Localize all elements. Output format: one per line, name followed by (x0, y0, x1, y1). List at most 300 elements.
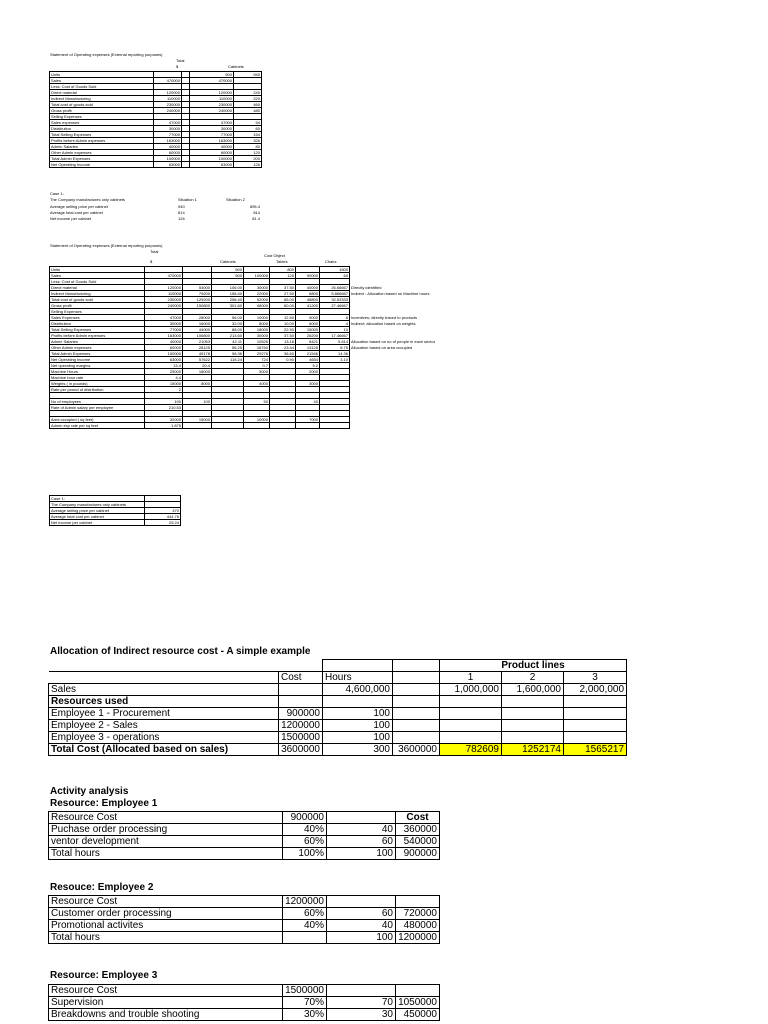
stmt2-gap (320, 423, 350, 429)
stmt2-value: 28125 (183, 345, 212, 351)
stmt1-cabinets-total: 63000 (190, 162, 234, 168)
stmt1-cabinets: Cabinets (228, 64, 244, 69)
stmt1-label: Units (50, 72, 154, 78)
stmt2-extra-value: 15000 (145, 381, 183, 387)
stmt2-value: 8000 (244, 321, 270, 327)
stmt2-value: 77000 (145, 327, 183, 333)
stmt2-value: 48800 (296, 297, 320, 303)
stmt2-value: 40000 (296, 285, 320, 291)
stmt1-cabinets-unit: 460 (234, 102, 262, 108)
stmt2-label: Total Selling Expenses (50, 327, 145, 333)
stmt2-value: 129200 (183, 297, 212, 303)
stmt2-value: 240000 (145, 303, 183, 309)
total-cost-value: 3600000 (279, 744, 323, 756)
stmt2-value: 8.75 (320, 345, 350, 351)
stmt2-label: Admin Salaries (50, 339, 145, 345)
stmt2-value: 15000 (296, 327, 320, 333)
stmt2-value: 18750 (244, 345, 270, 351)
emp1-cost: 540000 (396, 836, 440, 848)
employee-2-hours: 100 (323, 720, 393, 732)
emp1-label: Puchase order processing (49, 824, 283, 836)
stmt2-value: 28000 (183, 315, 212, 321)
activity-heading: Activity analysis (50, 786, 129, 797)
stmt2-extra-value (270, 423, 296, 429)
emp2-title: Resouce: Employee 2 (50, 882, 154, 893)
stmt1-total: 110000 (154, 96, 182, 102)
total-allocated-value: 3600000 (393, 744, 440, 756)
stmt2-extra-value: 15000 (183, 417, 212, 423)
stmt2-value: 150800 (183, 303, 212, 309)
stmt2-cost-object: Cost Object (264, 253, 285, 258)
stmt2-extra-value (212, 423, 244, 429)
emp3-hours (327, 985, 396, 997)
stmt2-label: Selling Expenses (50, 309, 145, 315)
stmt1-total: 60000 (154, 150, 182, 156)
case1a-label: Net income per cabinet (50, 216, 92, 221)
emp2-label: Total hours (49, 932, 283, 944)
stmt1-total-label: Total (176, 58, 185, 63)
case1b-value: 470 (145, 508, 181, 514)
emp2-hours: 100 (327, 932, 396, 944)
stmt2-value: 106.00 (212, 285, 244, 291)
emp2-cost: 720000 (396, 908, 440, 920)
stmt2-value: 57622 (183, 357, 212, 363)
stmt2-extra-value: 8000 (183, 381, 212, 387)
emp1-table (48, 811, 440, 860)
alloc-table (48, 659, 627, 756)
stmt2-value: 3.10 (320, 357, 350, 363)
stmt2-value: 20.4 (183, 363, 212, 369)
stmt1-label: Sales expenses (50, 120, 154, 126)
stmt1-cabinets-unit: 200 (234, 156, 262, 162)
stmt2-label: Sales (50, 273, 145, 279)
sales-line-2: 1,600,000 (502, 684, 564, 696)
emp2-share: 60% (283, 908, 327, 920)
stmt2-extra-value: 4000 (244, 381, 270, 387)
emp2-cost (396, 896, 440, 908)
stmt2-extra-value: 2 (145, 387, 183, 393)
stmt2-value: 17.46667 (320, 333, 350, 339)
stmt2-label: Direct material (50, 285, 145, 291)
stmt1-label: Indirect Manufacturing (50, 96, 154, 102)
stmt1-total: 470000 (154, 78, 182, 84)
stmt2-value: 1500 (320, 267, 350, 273)
stmt1-cabinets-unit: 60 (234, 126, 262, 132)
stmt1-cabinets-total: 47000 (190, 120, 234, 126)
stmt2-value: 26.66667 (320, 285, 350, 291)
emp2-cost: 1200000 (396, 932, 440, 944)
stmt1-cabinets-total: 40000 (190, 144, 234, 150)
stmt2-value: 6000 (296, 321, 320, 327)
stmt2-value: 10000 (244, 315, 270, 321)
stmt1-cabinets-unit: 126 (234, 162, 262, 168)
stmt2-value: 8800 (296, 291, 320, 297)
stmt2-value: 23.44 (270, 345, 296, 351)
employee-2-label: Employee 2 - Sales (49, 720, 279, 732)
stmt2-value: 29276 (244, 351, 270, 357)
stmt2-value: 301.60 (212, 303, 244, 309)
emp1-hours: 100 (327, 848, 396, 860)
case1b-label: Case 1: (50, 496, 145, 502)
stmt1-row (50, 162, 262, 168)
stmt2-value: 106800 (183, 333, 212, 339)
stmt2-value: 9000 (296, 315, 320, 321)
stmt1-cabinets-unit: 94 (234, 120, 262, 126)
stmt1-total: 40000 (154, 144, 182, 150)
stmt2-value: 10 (320, 327, 350, 333)
employee-3-label: Employee 3 - operations (49, 732, 279, 744)
case1a-s1: 126 (178, 216, 185, 221)
case1b-label: Average selling price per cabinet (50, 508, 145, 514)
stmt1-total: 163000 (154, 138, 182, 144)
stmt1-cabinets-unit: 240 (234, 90, 262, 96)
stmt2-value: 4654 (296, 357, 320, 363)
case1b-label: Average total cost per cabinet (50, 514, 145, 520)
stmt2-extra-value: 4.4 (145, 375, 183, 381)
stmt2-value: 10526 (244, 339, 270, 345)
line-3-header: 3 (564, 672, 627, 684)
case1b-table (49, 495, 181, 526)
stmt2-value: 0.7 (244, 363, 270, 369)
emp3-label: Supervision (49, 997, 283, 1009)
stmt2-value: 30000 (244, 333, 270, 339)
case1a-title: Case 1: (50, 191, 64, 196)
case1b-label: The Company manufactures only cabinets (50, 502, 145, 508)
stmt1-cabinets-unit: 120 (234, 150, 262, 156)
product-lines-header: Product lines (440, 660, 627, 672)
emp1-share: 900000 (283, 812, 327, 824)
emp2-row (49, 920, 440, 932)
stmt2-note: Indirect; allocation based on weights (351, 321, 416, 326)
stmt2-value: 13.4 (145, 363, 183, 369)
stmt2-extra-value: 10000 (244, 417, 270, 423)
emp1-cost: 360000 (396, 824, 440, 836)
employee-3-cost: 1500000 (279, 732, 323, 744)
stmt2-value: 8421 (296, 339, 320, 345)
stmt2-table (49, 266, 502, 429)
emp2-label: Resource Cost (49, 896, 283, 908)
stmt1-label: Sales (50, 78, 154, 84)
stmt2-note: Allocation based on no of people in each sector (351, 339, 436, 344)
stmt1-label: Direct material (50, 90, 154, 96)
emp2-label: Customer order processing (49, 908, 283, 920)
emp2-row (49, 932, 440, 944)
case1a-s1: 814 (178, 210, 185, 215)
stmt2-value: 26200 (296, 333, 320, 339)
hours-header: Hours (323, 672, 393, 684)
stmt2-extra-value (296, 423, 320, 429)
stmt1-label: Total Admin Expenses (50, 156, 154, 162)
emp2-hours (327, 896, 396, 908)
stmt1-total: 47000 (154, 120, 182, 126)
employee-1-cost: 900000 (279, 708, 323, 720)
emp1-share: 100% (283, 848, 327, 860)
stmt1-label: Profits before Admin expenses (50, 138, 154, 144)
stmt1-cabinets-total: 500 (190, 72, 234, 78)
stmt2-value: 37.50 (270, 333, 296, 339)
stmt2-value: 12.50 (270, 315, 296, 321)
stmt1-cabinets-total: 30000 (190, 126, 234, 132)
stmt2-value: 158.40 (212, 291, 244, 297)
stmt1-label: Less: Cost of Goods Sold (50, 84, 154, 90)
sales-label: Sales (49, 684, 279, 696)
stmt2-note: Allocation based on area occupied (351, 345, 413, 350)
stmt2-value: 5.2 (296, 363, 320, 369)
stmt1-cabinets-total: 240000 (190, 108, 234, 114)
stmt2-value: 88.00 (212, 327, 244, 333)
emp1-share: 60% (283, 836, 327, 848)
stmt2-extra-label: Area occupied ( sq feet) (50, 417, 145, 423)
stmt1-cabinets-total: 100000 (190, 156, 234, 162)
emp1-cost: 900000 (396, 848, 440, 860)
stmt2-value: 21053 (183, 339, 212, 345)
stmt2-value: 213.60 (212, 333, 244, 339)
stmt2-value: 18000 (244, 327, 270, 333)
emp1-share: 40% (283, 824, 327, 836)
stmt2-extra-value (244, 423, 270, 429)
stmt1-cabinets-unit: 154 (234, 132, 262, 138)
stmt1-label: Selling Expenses (50, 114, 154, 120)
stmt2-extra-label: Rate of Admin salary per employee (50, 405, 145, 411)
emp1-row (49, 812, 440, 824)
case1a-label: Average total cost per cabinet (50, 210, 103, 215)
stmt2-value: 48000 (244, 303, 270, 309)
stmt2-title: Statement of Operating expenses (External reporting purposes) (50, 243, 163, 248)
stmt2-value: 53000 (183, 285, 212, 291)
stmt2-value: 110000 (145, 291, 183, 297)
sales-line-1: 1,000,000 (440, 684, 502, 696)
case1a-s2: 895.4 (249, 204, 260, 209)
stmt2-value: 22000 (244, 291, 270, 297)
emp1-title: Resource: Employee 1 (50, 798, 158, 809)
stmt1-title: Statement of Operating expenses (External reporting purposes) (50, 52, 163, 57)
emp1-hours: 60 (327, 836, 396, 848)
emp1-row (49, 836, 440, 848)
emp2-share: 1200000 (283, 896, 327, 908)
stmt2-label: Total cost of goods sold (50, 297, 145, 303)
stmt2-value: 60000 (145, 345, 183, 351)
stmt1-cabinets-total: 60000 (190, 150, 234, 156)
stmt2-value: 6 (320, 315, 350, 321)
case1a-sit1: Situation 1 (178, 197, 197, 202)
stmt2-value: 65.00 (270, 297, 296, 303)
allocated-line-1: 782609 (440, 744, 502, 756)
stmt2-value: 40000 (145, 339, 183, 345)
stmt2-value: 27.50 (270, 291, 296, 297)
stmt2-head-tables: Tables (276, 259, 288, 264)
stmt2-value: 4 (320, 321, 350, 327)
stmt2-value: 56.25 (212, 345, 244, 351)
stmt1-label: Distribution (50, 126, 154, 132)
stmt2-value: 49178 (183, 351, 212, 357)
emp1-cost: Cost (396, 812, 440, 824)
emp1-hours: 40 (327, 824, 396, 836)
stmt2-value: 100000 (145, 351, 183, 357)
line-2-header: 2 (502, 672, 564, 684)
emp2-hours: 40 (327, 920, 396, 932)
stmt1-cabinets-total: 163000 (190, 138, 234, 144)
stmt1-cabinets-total: 120000 (190, 90, 234, 96)
stmt2-extra-value: 7000 (296, 417, 320, 423)
stmt2-extra-value: 2000 (296, 369, 320, 375)
case1a-line: The Company manufactures only cabinets (50, 197, 125, 202)
employee-2-cost: 1200000 (279, 720, 323, 732)
emp3-hours: 70 (327, 997, 396, 1009)
stmt2-head-chairs: Chairs (325, 259, 337, 264)
stmt2-value: 470000 (145, 273, 183, 279)
stmt2-value: 63000 (145, 357, 183, 363)
stmt2-extra-label: Machine hour rate (50, 375, 145, 381)
emp3-row (49, 997, 440, 1009)
stmt1-gap (182, 162, 190, 168)
stmt2-value: 163000 (145, 333, 183, 339)
case1b-value: 444.76 (145, 514, 181, 520)
stmt2-value: 22.50 (270, 327, 296, 333)
stmt2-label: Indirect Manufacturing (50, 291, 145, 297)
stmt2-value: 42.11 (212, 339, 244, 345)
stmt2-value: 90000 (296, 273, 320, 279)
emp2-row (49, 896, 440, 908)
stmt2-extra-value: 25000 (145, 369, 183, 375)
emp3-cost: 450000 (396, 1009, 440, 1021)
case1a-sit2: Situation 2 (226, 197, 245, 202)
stmt2-value: 30000 (145, 321, 183, 327)
stmt2-extra-value: 1.875 (145, 423, 183, 429)
stmt2-value: 36.60 (270, 351, 296, 357)
stmt2-head-cabinets: Cabinets (220, 259, 236, 264)
emp1-label: Total hours (49, 848, 283, 860)
stmt2-value: 13.16 (270, 339, 296, 345)
alloc-title: Allocation of Indirect resource cost - A simple example (50, 646, 311, 657)
stmt2-label: Total Admin Expenses (50, 351, 145, 357)
emp3-row (49, 1009, 440, 1021)
stmt2-value: 258.40 (212, 297, 244, 303)
stmt2-extra-label: Rate per pound of distribution (50, 387, 145, 393)
stmt2-note: Indirect : Allocation based on Machine hours (351, 291, 430, 296)
stmt2-value: 5.866667 (320, 291, 350, 297)
stmt2-extra-label: Weights ( in pounds) (50, 381, 145, 387)
emp3-cost: 1050000 (396, 997, 440, 1009)
stmt2-value: 500 (212, 267, 244, 273)
total-hours-value: 300 (323, 744, 393, 756)
stmt2-label: Distribution (50, 321, 145, 327)
stmt1-total: 30000 (154, 126, 182, 132)
allocated-line-2: 1252174 (502, 744, 564, 756)
stmt2-extra-value: 5000 (244, 369, 270, 375)
emp2-share: 40% (283, 920, 327, 932)
stmt2-extra-label: Admin exp rate per sq feet (50, 423, 145, 429)
stmt2-value: 41200 (296, 303, 320, 309)
emp3-label: Breakdowns and trouble shooting (49, 1009, 283, 1021)
stmt2-value: 0.90 (270, 357, 296, 363)
case1a-s2: 814 (253, 210, 260, 215)
stmt2-value: 125 (270, 273, 296, 279)
emp1-hours (327, 812, 396, 824)
stmt2-label: Less: Cost of Goods Sold (50, 279, 145, 285)
employee-1-label: Employee 1 - Procurement (49, 708, 279, 720)
stmt1-total: 63000 (154, 162, 182, 168)
stmt1-cabinets-unit: 80 (234, 144, 262, 150)
emp2-share (283, 932, 327, 944)
emp1-row (49, 848, 440, 860)
stmt2-extra-value: 190 (145, 399, 183, 405)
stmt1-table (49, 71, 262, 168)
stmt2-extra-value (183, 423, 212, 429)
stmt2-extra-value: 18000 (183, 369, 212, 375)
resources-used-label: Resources used (49, 696, 279, 708)
stmt1-total: 230000 (154, 102, 182, 108)
stmt2-label: Units (50, 267, 145, 273)
emp3-share: 30% (283, 1009, 327, 1021)
stmt2-value: 10.00 (270, 321, 296, 327)
stmt2-total-label: Total (150, 249, 159, 254)
emp2-table (48, 895, 440, 944)
stmt1-cabinets-unit: 326 (234, 138, 262, 144)
emp2-cost: 480000 (396, 920, 440, 932)
stmt2-note: Incentives; directly traced to products (351, 315, 418, 320)
stmt2-value: 79200 (183, 291, 212, 297)
stmt2-value: 56.00 (212, 315, 244, 321)
stmt2-value: 47000 (145, 315, 183, 321)
stmt2-value: 32.53333 (320, 297, 350, 303)
stmt2-value: 5.614 (320, 339, 350, 345)
stmt2-label: Profits before Admin expenses (50, 333, 145, 339)
emp2-row (49, 908, 440, 920)
stmt2-label: Net Operating Income (50, 357, 145, 363)
emp3-hours: 30 (327, 1009, 396, 1021)
line-1-header: 1 (440, 672, 502, 684)
stmt2-value: 32.00 (212, 321, 244, 327)
stmt1-label: Total cost of goods sold (50, 102, 154, 108)
stmt2-value: 60 (320, 273, 350, 279)
stmt1-cabinets-total: 77000 (190, 132, 234, 138)
emp3-row (49, 985, 440, 997)
emp3-share: 70% (283, 997, 327, 1009)
stmt2-extra-value: 50 (244, 399, 270, 405)
case1a-label: Average selling price per cabinet (50, 204, 108, 209)
emp3-table (48, 984, 440, 1021)
stmt1-cabinets-unit: 480 (234, 108, 262, 114)
emp2-label: Promotional activites (49, 920, 283, 932)
emp3-cost (396, 985, 440, 997)
stmt1-label: Gross profit (50, 108, 154, 114)
emp1-label: Resource Cost (49, 812, 283, 824)
emp3-title: Resource: Employee 3 (50, 970, 158, 981)
stmt1-cabinets-total: 230000 (190, 102, 234, 108)
stmt1-cabinets-unit: 940 (234, 72, 262, 78)
stmt2-label: Net operating margins (50, 363, 145, 369)
case1a-rows (50, 204, 260, 222)
stmt2-extra-label: Machine Hours (50, 369, 145, 375)
stmt2-extra-value: 40 (296, 399, 320, 405)
emp3-label: Resource Cost (49, 985, 283, 997)
stmt1-label: Net Operating Income (50, 162, 154, 168)
stmt1-total: 100000 (154, 156, 182, 162)
stmt2-value: 120000 (145, 285, 183, 291)
stmt1-label: Admin Salaries (50, 144, 154, 150)
stmt1-dollar: $ (176, 64, 179, 69)
stmt1-cabinets-unit: 220 (234, 96, 262, 102)
stmt1-total: 77000 (154, 132, 182, 138)
stmt2-value: 27.46667 (320, 303, 350, 309)
employee-1-hours: 100 (323, 708, 393, 720)
case1a-row (50, 216, 260, 222)
stmt1-label: Other Admin expenses (50, 150, 154, 156)
stmt2-value: 21546 (296, 351, 320, 357)
stmt1-cabinets-total: 470000 (190, 78, 234, 84)
employee-3-hours: 100 (323, 732, 393, 744)
sales-line-3: 2,000,000 (564, 684, 627, 696)
